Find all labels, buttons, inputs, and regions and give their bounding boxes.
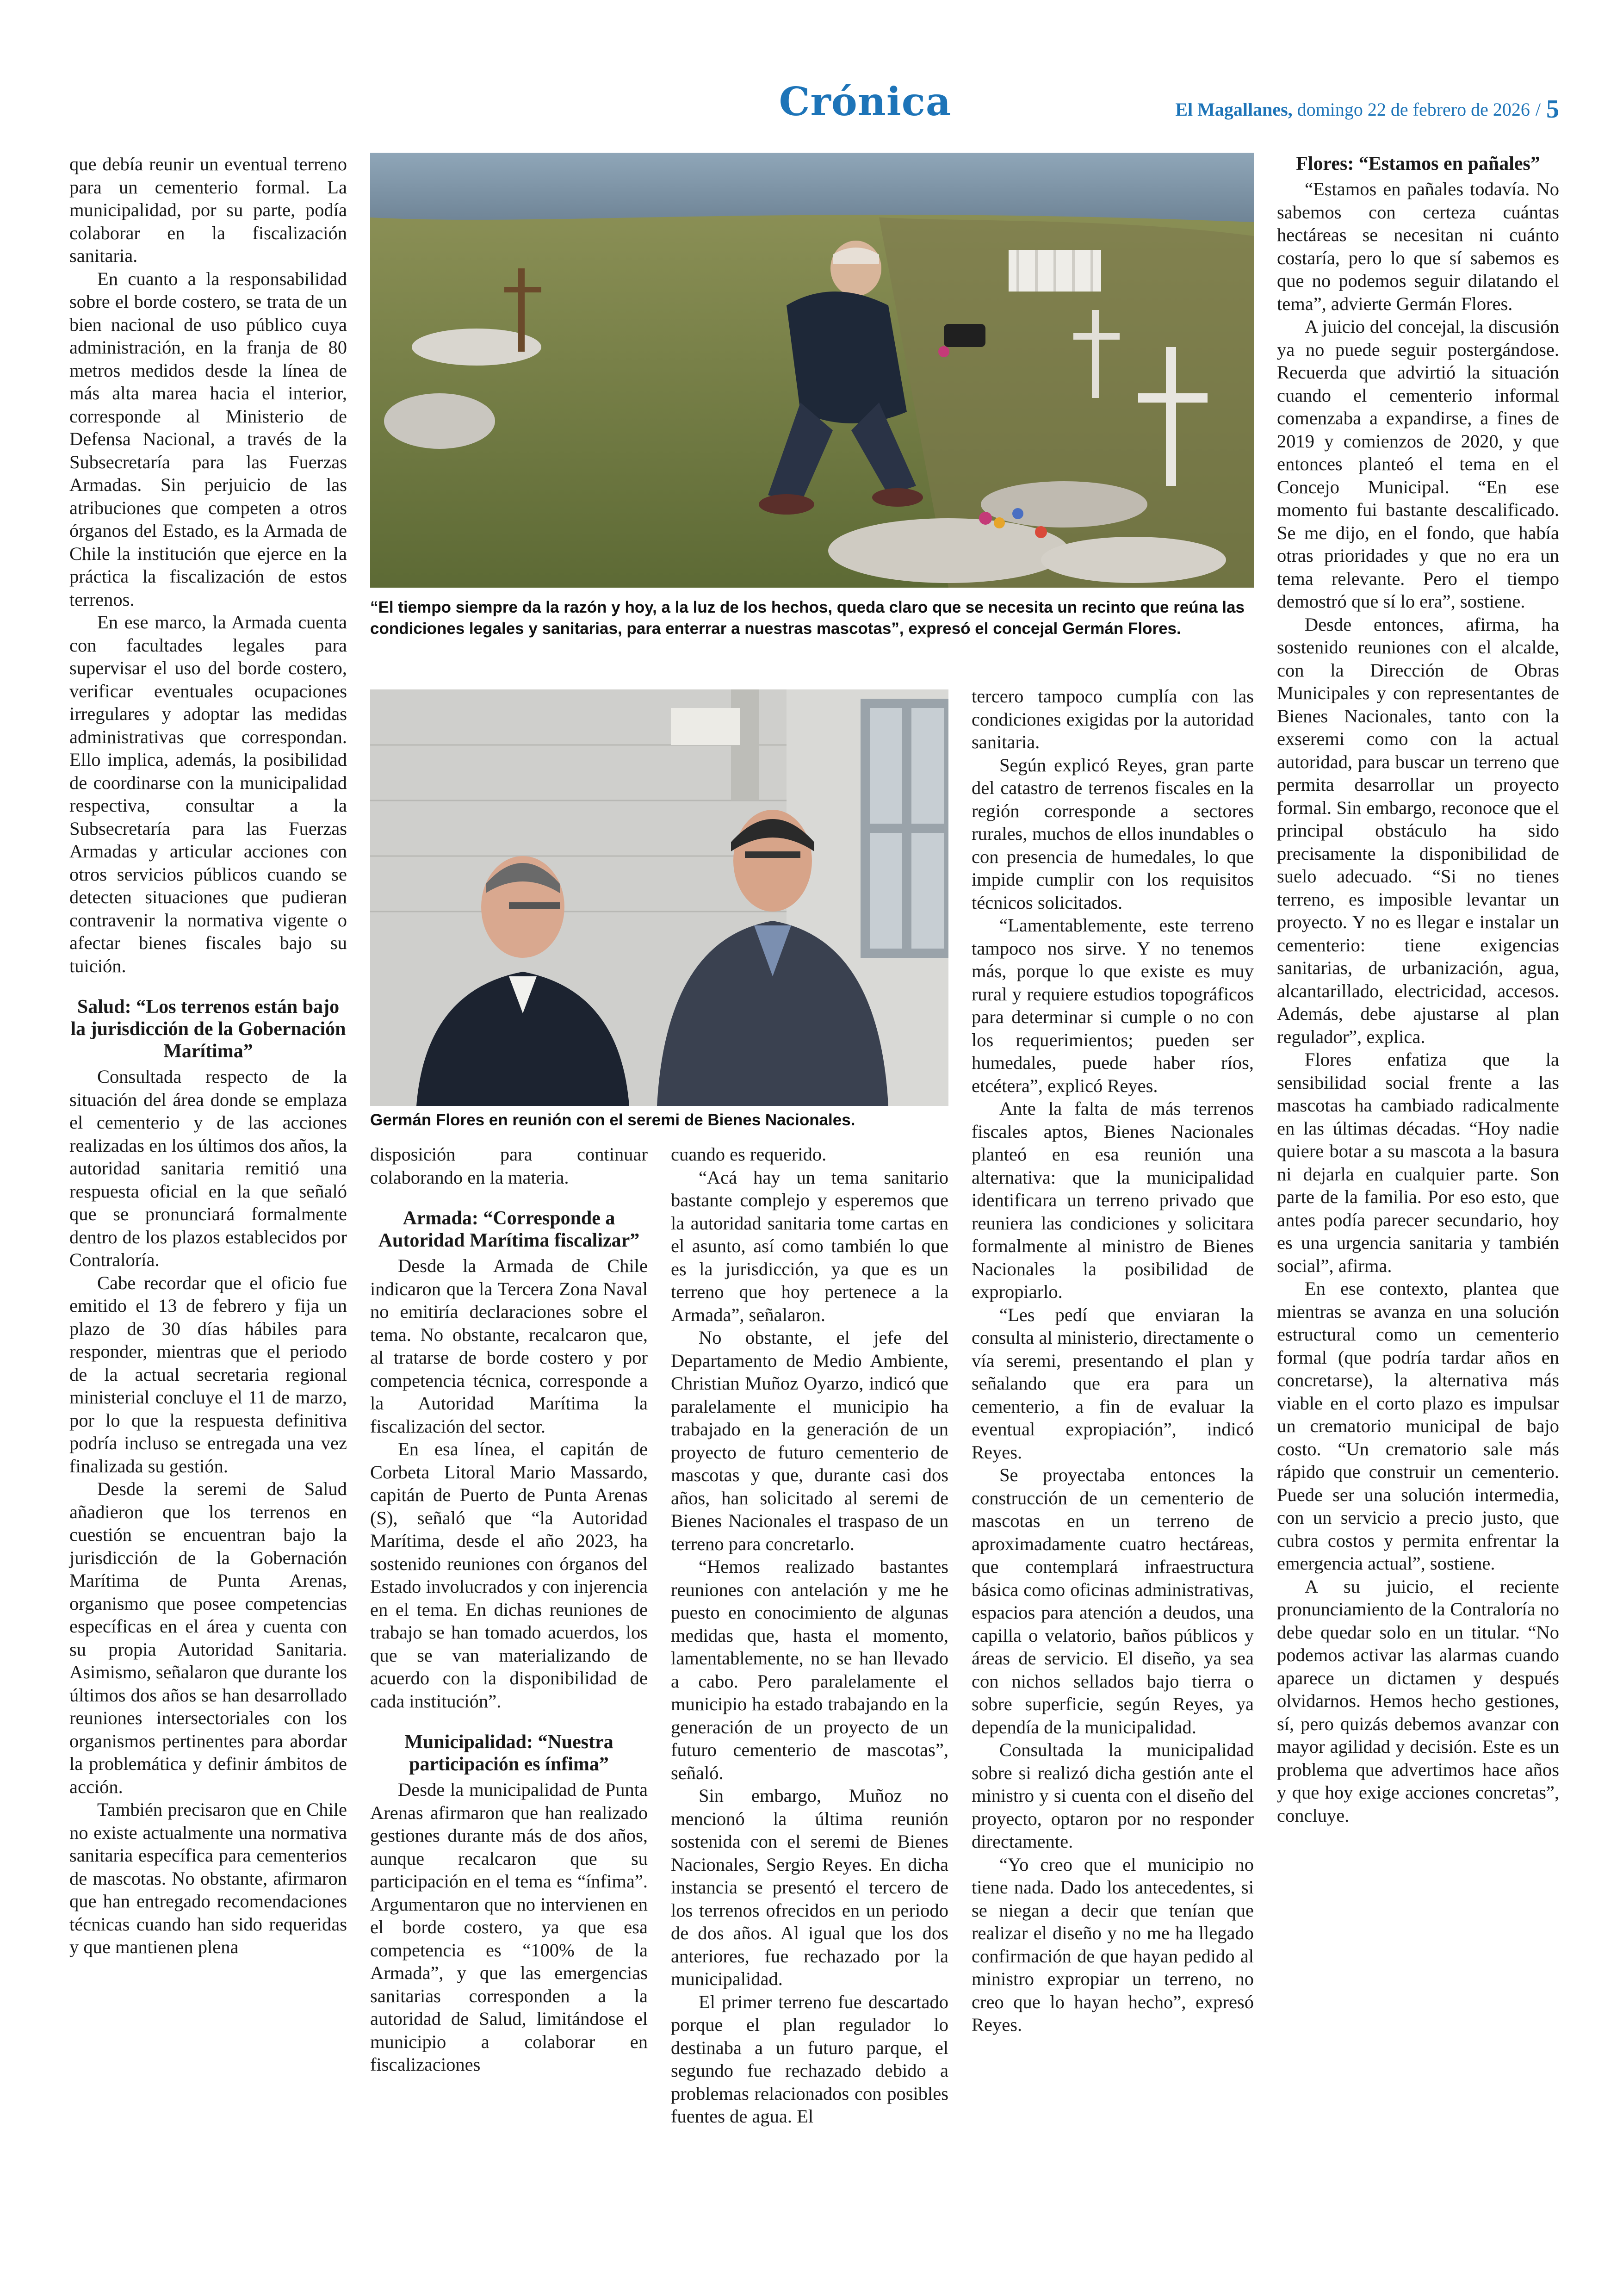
subheading-flores: Flores: “Estamos en pañales”: [1296, 153, 1540, 174]
paragraph: Flores enfatiza que la sensibilidad social frente a las mascotas ha cambiado radicalmente en las últimas décadas. “Hoy nadie quiere botar a su mascota a la basura ni dejarla en cualquier parte. Son parte de la familia. Por eso esto, que antes podía parecer secundario, hoy es una urgencia sanitaria y también social”, afirma.: [1277, 1049, 1559, 1276]
paragraph: También precisaron que en Chile no existe actualmente una normativa sanitaria específica para cementerios de mascotas. No obstante, afirmaron que han entregado recomendaciones técnicas cuando han sido requeridas y que mantienen plena: [69, 1799, 347, 1957]
paragraph: tercero tampoco cumplía con las condiciones exigidas por la autoridad sanitaria.: [972, 686, 1254, 752]
paragraph: A juicio del concejal, la discusión ya no puede seguir postergándose. Recuerda que advirtió la situación cuando el cementerio informal comenzaba a expandirse, a fines de 2019 y comienzos de 2020, y que entonces planteó el tema en el Concejo Municipal. “En ese momento fui bastante descalificado. Se me dijo, en el fondo, que había otras prioridades y que no era un tema relevante. Pero el tiempo demostró que sí lo era”, sostiene.: [1277, 316, 1559, 612]
paragraph: Desde la seremi de Salud añadieron que los terrenos en cuestión se encuentran bajo la jurisdicción de la Gobernación Marítima de Punta Arenas, organismo que posee competencias específicas en el área y cuenta con su propia Autoridad Sanitaria. Asimismo, señalaron que durante los últimos dos años se han desarrollado reuniones intersectoriales con los organismos pertinentes para abordar la problemática y definir ámbitos de acción.: [69, 1478, 347, 1797]
paragraph: Desde la Armada de Chile indicaron que la Tercera Zona Naval no emitiría declaraciones sobre el tema. No obstante, recalcaron que, al tratarse de borde costero y por competencia técnica, corresponde a la Autoridad Marítima la fiscalización del sector.: [370, 1255, 648, 1437]
paragraph: “Acá hay un tema sanitario bastante complejo y esperemos que la autoridad sanitaria tome cartas en el asunto, así como también lo que es la jurisdicción, ya que es un terreno que hoy pertenece a la Armada”, señalaron.: [671, 1167, 948, 1325]
paragraph: En ese marco, la Armada cuenta con facultades legales para supervisar el uso del borde costero, verificar eventuales ocupaciones irregulares y adoptar las medidas administrativas que correspondan. Ello implica, además, la posibilidad de coordinarse con la municipalidad respectiva, consultar a la Subsecretaría para las Fuerzas Armadas y articular acciones con otros servicios públicos cuando se detecten situaciones que pudieran contravenir la normativa vigente o afectar bienes fiscales bajo su tuición.: [69, 612, 347, 976]
article-column-3: [671, 1143, 948, 2128]
paragraph: A su juicio, el reciente pronunciamiento de la Contraloría no debe quedar solo en un titular. “No podemos activar las alarmas cuando aparece un dictamen y después olvidarnos. Hemos hecho gestiones, sí, pero quizás debemos avanzar con mayor agilidad y decisión. Este es un problema que advertimos hace años y que hoy exige acciones concretas”, concluye.: [1277, 1576, 1559, 1826]
subheading-municipalidad: Municipalidad: “Nuestra participación es ínfima”: [404, 1731, 613, 1775]
photo-concejal-cemetery: [370, 153, 1254, 588]
subheading-armada: Armada: “Corresponde a Autoridad Marítima fiscalizar”: [378, 1208, 640, 1251]
paragraph: “Les pedí que enviaran la consulta al ministerio, directamente o vía seremi, presentando el plan y señalando que era para un cementerio, a fin de evaluar la eventual expropiación”, indicó Reyes.: [972, 1304, 1254, 1463]
article-column-4: [972, 685, 1254, 2036]
paragraph: Consultada respecto de la situación del área donde se emplaza el cementerio y de las acciones realizadas en los últimos dos años, la autoridad sanitaria remitió una respuesta oficial en la que señaló que se pronunciará formalmente dentro de los plazos establecidos por Contraloría.: [69, 1066, 347, 1270]
section-title: Crónica: [779, 79, 952, 124]
publication-date: domingo 22 de febrero de 2026: [1297, 99, 1530, 120]
paragraph: No obstante, el jefe del Departamento de Medio Ambiente, Christian Muñoz Oyarzo, indicó que paralelamente el municipio ha trabajado en la generación de un proyecto de futuro cementerio de mascotas y que, durante casi dos años, han solicitado al seremi de Bienes Nacionales el traspaso de un terreno para concretarlo.: [671, 1327, 948, 1554]
paragraph: Desde entonces, afirma, ha sostenido reuniones con el alcalde, con la Dirección de Obras Municipales y con representantes de Bienes Nacionales, tanto con la exseremi como con la actual autoridad, para buscar un terreno que permita desarrollar un proyecto formal. Sin embargo, reconoce que el principal obstáculo ha sido precisamente la disponibilidad de suelo adecuado. “Si no tienes terreno, es imposible levantar un proyecto. Y no es llegar e instalar un cementerio: tiene exigencias sanitarias, de urbanización, agua, alcantarillado, electricidad, accesos. Además, debe ajustarse al plan regulador”, explica.: [1277, 614, 1559, 1047]
paragraph: En esa línea, el capitán de Corbeta Litoral Mario Massardo, capitán de Puerto de Punta Arenas (S), señaló que “la Autoridad Marítima, desde el año 2023, ha sostenido reuniones con órganos del Estado involucrados y con injerencia en el tema. En dichas reuniones de trabajo se han tomado acuerdos, los que se van materializando de acuerdo con la disponibilidad de cada institución”.: [370, 1439, 648, 1712]
paragraph: En cuanto a la responsabilidad sobre el borde costero, se trata de un bien nacional de uso público cuya administración, en la franja de 80 metros medidos desde la línea de más alta marea hacia el interior, corresponde al Ministerio de Defensa Nacional, a través de la Subsecretaría para las Fuerzas Armadas. Sin perjuicio de las atribuciones que competen a otros órganos del Estado, es la Armada de Chile la institución que ejerce en la práctica la fiscalización de estos terrenos.: [69, 268, 347, 610]
newspaper-name: El Magallanes,: [1175, 99, 1293, 120]
paragraph: Consultada la municipalidad sobre si realizó dicha gestión ante el ministro y si cuenta con el diseño del proyecto, optaron por no responder directamente.: [972, 1739, 1254, 1852]
article-column-2: [370, 1143, 648, 2076]
paragraph: El primer terreno fue descartado porque el plan regulador lo destinaba a un futuro parque, el segundo fue rechazado debido a problemas relacionados con posibles fuentes de agua. El: [671, 1991, 948, 2127]
paragraph: “Lamentablemente, este terreno tampoco nos sirve. Y no tenemos más, porque lo que existe es muy rural y requiere estudios topográficos para determinar si cumple o no con los requerimientos; pueden ser humedales, puede haber ríos, etcétera”, explicó Reyes.: [972, 915, 1254, 1096]
paragraph: disposición para continuar colaborando en la materia.: [370, 1144, 648, 1188]
paragraph: Según explicó Reyes, gran parte del catastro de terrenos fiscales en la región corresponde a sectores rurales, muchos de ellos inundables o con presencia de humedales, lo que impide cumplir con los requisitos técnicos solicitados.: [972, 754, 1254, 913]
paragraph: Ante la falta de más terrenos fiscales aptos, Bienes Nacionales planteó en esa reunión una alternativa: que la municipalidad identificara un terreno privado que reuniera las condiciones y solicitara formalmente al ministro de Bienes Nacionales la posibilidad de expropiarlo.: [972, 1098, 1254, 1302]
paragraph: “Estamos en pañales todavía. No sabemos con certeza cuántas hectáreas se necesitan ni cuánto costaría, pero lo que sí sabemos es que no podemos seguir dilatando el tema”, advierte Germán Flores.: [1277, 179, 1559, 314]
paragraph: que debía reunir un eventual terreno para un cementerio formal. La municipalidad, por su parte, podía colaborar en la fiscalización sanitaria.: [69, 154, 347, 266]
paragraph: Cabe recordar que el oficio fue emitido el 13 de febrero y fija un plazo de 30 días hábiles para responder, mientras que el periodo de la actual secretaria regional ministerial concluye el 11 de marzo, por lo que la respuesta definitiva podría incluso se entregada una vez finalizada su gestión.: [69, 1272, 347, 1477]
paragraph: Sin embargo, Muñoz no mencionó la última reunión sostenida con el seremi de Bienes Nacionales, Sergio Reyes. En dicha instancia se presentó el tercero de los terrenos ofrecidos en un periodo de dos años. Al igual que los dos anteriores, fue rechazado por la municipalidad.: [671, 1785, 948, 1989]
paragraph: “Yo creo que el municipio no tiene nada. Dado los antecedentes, si se niegan a decir que tenían que realizar el diseño y no me ha llegado confirmación de que hayan pedido al ministro expropiar un terreno, no creo que lo hayan hecho”, expresó Reyes.: [972, 1854, 1254, 2035]
page-folio: El Magallanes, domingo 22 de febrero de 2026 / 5: [1175, 95, 1559, 124]
subheading-salud: Salud: “Los terrenos están bajo la jurisdicción de la Gobernación Marítima”: [70, 996, 346, 1062]
paragraph: Se proyectaba entonces la construcción de un cementerio de mascotas en un terreno de aproximadamente cuatro hectáreas, que contemplará infraestructura básica como oficinas administrativas, espacios para atención a deudos, una capilla o velatorio, baños públicos y áreas de servicio. El diseño, ya sea con nichos sellados bajo tierra o sobre superficie, según Reyes, ya dependía de la municipalidad.: [972, 1464, 1254, 1738]
page-number: 5: [1546, 95, 1559, 124]
paragraph: En ese contexto, plantea que mientras se avanza en una solución estructural como un cementerio formal (que podría tardar años en concretarse), la alternativa más viable en el corto plazo es impulsar un crematorio municipal de bajo costo. “Un crematorio sale más rápido que construir un cementerio. Puede ser una solución intermedia, con un servicio a precio justo, que cubra costos y permita enfrentar la emergencia actual”, sostiene.: [1277, 1278, 1559, 1574]
photo-caption-middle: Germán Flores en reunión con el seremi de Bienes Nacionales.: [370, 1111, 855, 1129]
paragraph: “Hemos realizado bastantes reuniones con antelación y me he puesto en conocimiento de algunas medidas que, hasta el momento, lamentablemente, no se han llevado a cabo. Pero paralelamente el municipio ha estado trabajando en la generación de un proyecto de un futuro cementerio de mascotas”, señaló.: [671, 1556, 948, 1783]
article-column-5: [1277, 153, 1559, 1827]
paragraph: Desde la municipalidad de Punta Arenas afirmaron que han realizado gestiones durante más de dos años, aunque recalcaron que su participación en el tema es “ínfima”. Argumentaron que no intervienen en el borde costero, ya que esa competencia es “100% de la Armada”, y que las emergencias sanitarias corresponden a la autoridad de Salud, limitándose el municipio a colaborar en fiscalizaciones: [370, 1779, 648, 2075]
paragraph: cuando es requerido.: [671, 1144, 827, 1165]
article-column-1: [69, 153, 347, 1959]
photo-meeting-seremi: [370, 689, 948, 1106]
page-header: [69, 79, 1559, 134]
photo-caption-top: “El tiempo siempre da la razón y hoy, a la luz de los hechos, queda claro que se necesita un recinto que reúna las condiciones legales y sanitarias, para enterrar a nuestras mascotas”, expresó el concejal Germán Flores.: [370, 598, 1245, 638]
